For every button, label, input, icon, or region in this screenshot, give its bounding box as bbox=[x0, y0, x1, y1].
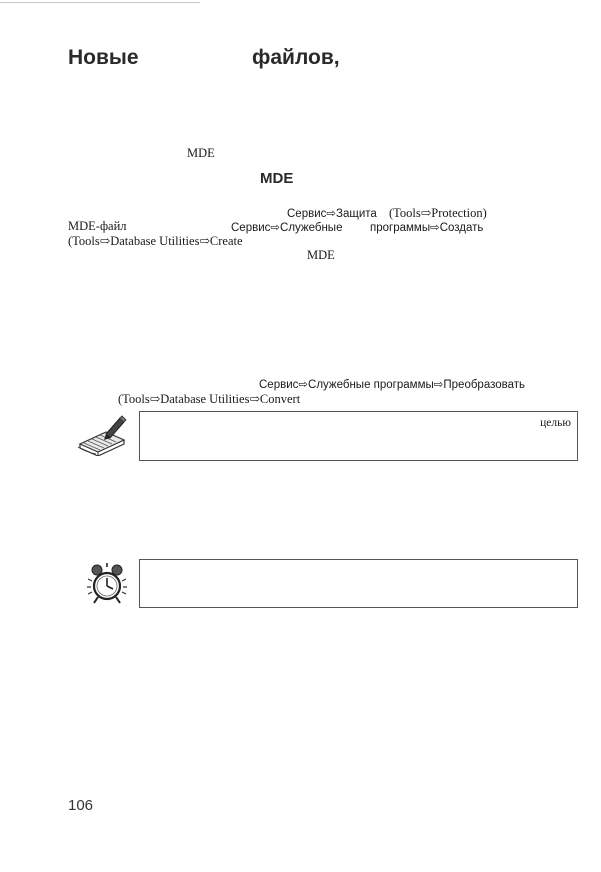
mde-end-label: MDE bbox=[307, 248, 335, 262]
note-box bbox=[139, 411, 578, 461]
mde-label: MDE bbox=[187, 146, 215, 160]
warning-box bbox=[139, 559, 578, 608]
mde-file-label: MDE-файл bbox=[68, 219, 127, 233]
page-number: 106 bbox=[68, 797, 94, 814]
alarm-clock-icon bbox=[85, 561, 129, 607]
subheading-mde: MDE bbox=[260, 170, 294, 187]
menu-convert-en: (Tools⇨Database Utilities⇨Convert bbox=[118, 392, 301, 406]
heading-word-1: Новые bbox=[68, 46, 139, 69]
menu-create-2: программы⇨Создать bbox=[370, 222, 484, 234]
notebook-pen-icon bbox=[76, 414, 128, 456]
menu-convert: Сервис⇨Служебные программы⇨Преобразовать bbox=[259, 379, 526, 391]
note-box-text: целью bbox=[540, 417, 571, 429]
top-rule bbox=[0, 2, 200, 3]
menu-create-en: (Tools⇨Database Utilities⇨Create bbox=[68, 234, 243, 248]
heading-word-2: файлов, bbox=[252, 46, 340, 69]
menu-create: Сервис⇨Служебные bbox=[231, 222, 343, 234]
menu-protection: Сервис⇨Защита bbox=[287, 208, 377, 220]
menu-protection-en: (Tools⇨Protection) bbox=[389, 206, 487, 220]
